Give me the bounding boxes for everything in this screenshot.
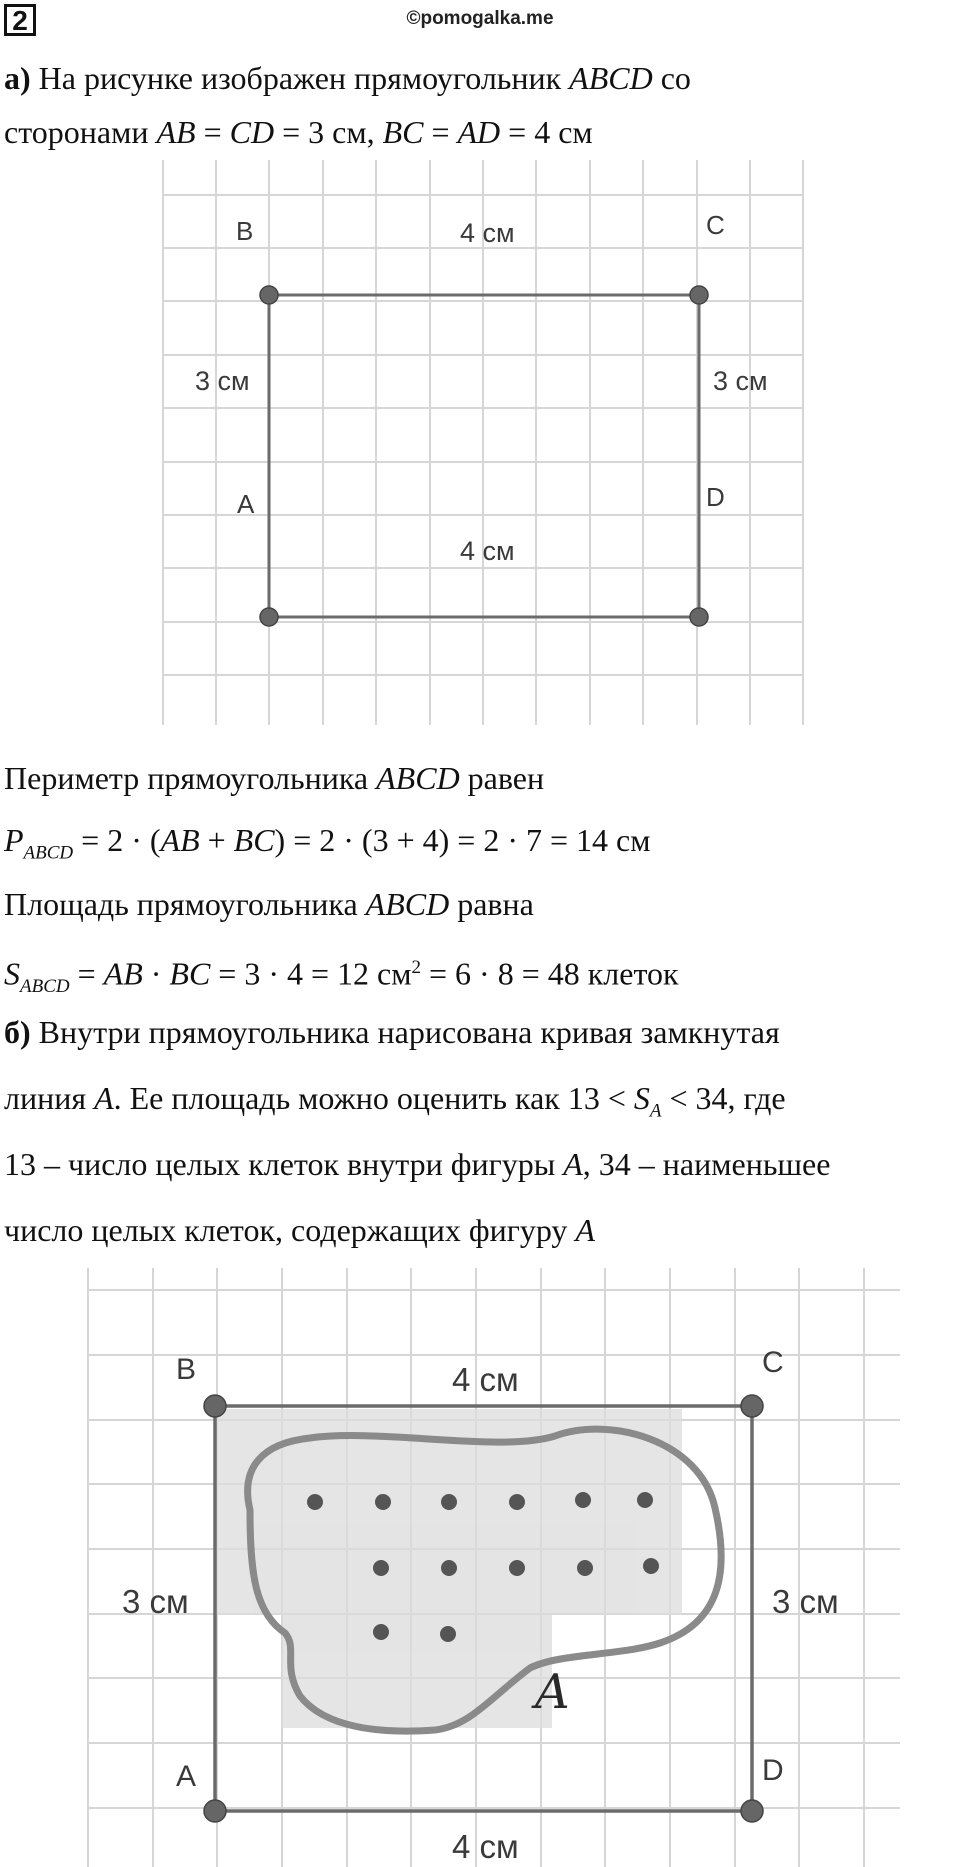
text: Площадь прямоугольника [4,886,358,922]
math: ABCD [569,60,653,96]
text: число целых клеток, содержащих фигуру [4,1212,568,1248]
text: равен [467,760,545,796]
inner-point [637,1492,653,1508]
inner-point [509,1560,525,1576]
text: , 34 – наименьшее [582,1146,831,1182]
vertex-b-point [204,1395,226,1417]
side-right-label: 3 см [772,1583,839,1620]
math: S [633,1080,650,1116]
vertex-c-label: C [762,1346,784,1379]
side-bottom-label: 4 см [460,536,515,566]
text: = 3 · 4 = 12 см [218,955,412,992]
vertex-b-label: B [236,216,254,246]
part-a-line-1 [4,58,691,98]
text: · [150,955,162,992]
text: = 6 · 8 = 48 клеток [429,955,679,992]
vertex-d-label: D [706,482,725,512]
math-subscript: ABCD [20,976,70,998]
inner-point [375,1494,391,1510]
side-right-label: 3 см [713,366,768,396]
vertex-c-point [690,286,708,304]
part-b-marker: б) [4,1014,31,1050]
text: ) = 2 · (3 + 4) = 2 · 7 = 14 см [274,822,651,858]
problem-number-badge: 2 [4,4,36,36]
part-b-line-4 [4,1210,595,1250]
math: P [4,822,24,858]
math-subscript: A [649,1100,662,1122]
text: Периметр прямоугольника [4,760,369,796]
perimeter-intro [4,758,544,798]
vertex-b-point [260,286,278,304]
side-left-label: 3 см [195,366,250,396]
inner-point [509,1494,525,1510]
watermark: ©pomogalka.me [406,8,554,29]
side-top-label: 4 см [452,1361,519,1398]
math: ABCD [365,886,450,922]
vertex-a-label: A [237,489,255,519]
text: = 4 см [508,114,593,150]
rectangle-figure-2 [0,1268,960,1867]
inner-point [373,1624,389,1640]
rectangle-figure-1 [0,160,960,740]
text: = [431,114,450,150]
text: На рисунке изображен прямоугольник [38,60,562,96]
vertex-a-point [204,1800,226,1822]
text: = [203,114,222,150]
math: AB [160,822,200,858]
vertex-d-label: D [762,1754,784,1787]
area-formula [4,948,679,1007]
text: = 3 см, [282,114,375,150]
math: A [94,1080,114,1116]
vertex-d-point [741,1800,763,1822]
text: Внутри прямоугольника нарисована кривая замкнутая [38,1014,780,1050]
math-subscript: ABCD [23,842,74,864]
math: ABCD [376,760,460,796]
text: . Ее площадь можно оценить как 13 < [113,1080,626,1116]
inner-point [307,1494,323,1510]
text: сторонами [4,114,149,150]
vertex-d-point [690,608,708,626]
text: со [660,60,691,96]
side-bottom-label: 4 см [452,1828,519,1865]
math: S [4,955,20,992]
vertex-a-point [260,608,278,626]
math: AB [156,114,196,150]
superscript: 2 [411,957,421,978]
math: BC [382,114,424,150]
math: A [575,1212,595,1248]
math: AB [103,955,143,992]
text: 13 – число целых клеток внутри фигуры [4,1146,556,1182]
perimeter-formula [4,820,650,873]
part-a-marker: а) [4,60,31,96]
inner-point [441,1560,457,1576]
part-a-line-2 [4,112,593,152]
vertex-c-label: C [706,210,725,240]
text: + [207,822,226,858]
vertex-b-label: B [176,1353,197,1386]
area-intro [4,884,534,924]
text: линия [4,1080,87,1116]
math: AD [457,114,501,150]
math: CD [229,114,275,150]
inner-point [643,1558,659,1574]
text: = 2 · ( [81,822,161,858]
inner-point [440,1626,456,1642]
text: < 34, где [669,1080,786,1116]
math: A [563,1146,583,1182]
math: BC [233,822,275,858]
text: = [77,955,96,992]
math: BC [169,955,211,992]
side-left-label: 3 см [122,1583,189,1620]
vertex-c-point [741,1395,763,1417]
part-b-line-3 [4,1144,830,1184]
part-b-line-2 [4,1078,786,1131]
inner-point [577,1560,593,1576]
part-b-line-1 [4,1012,780,1052]
side-top-label: 4 см [460,218,515,248]
inner-point [373,1560,389,1576]
vertex-a-label: A [176,1760,197,1793]
inner-point [441,1494,457,1510]
curve-label: A [535,1664,570,1720]
inner-point [575,1492,591,1508]
text: равна [457,886,534,922]
